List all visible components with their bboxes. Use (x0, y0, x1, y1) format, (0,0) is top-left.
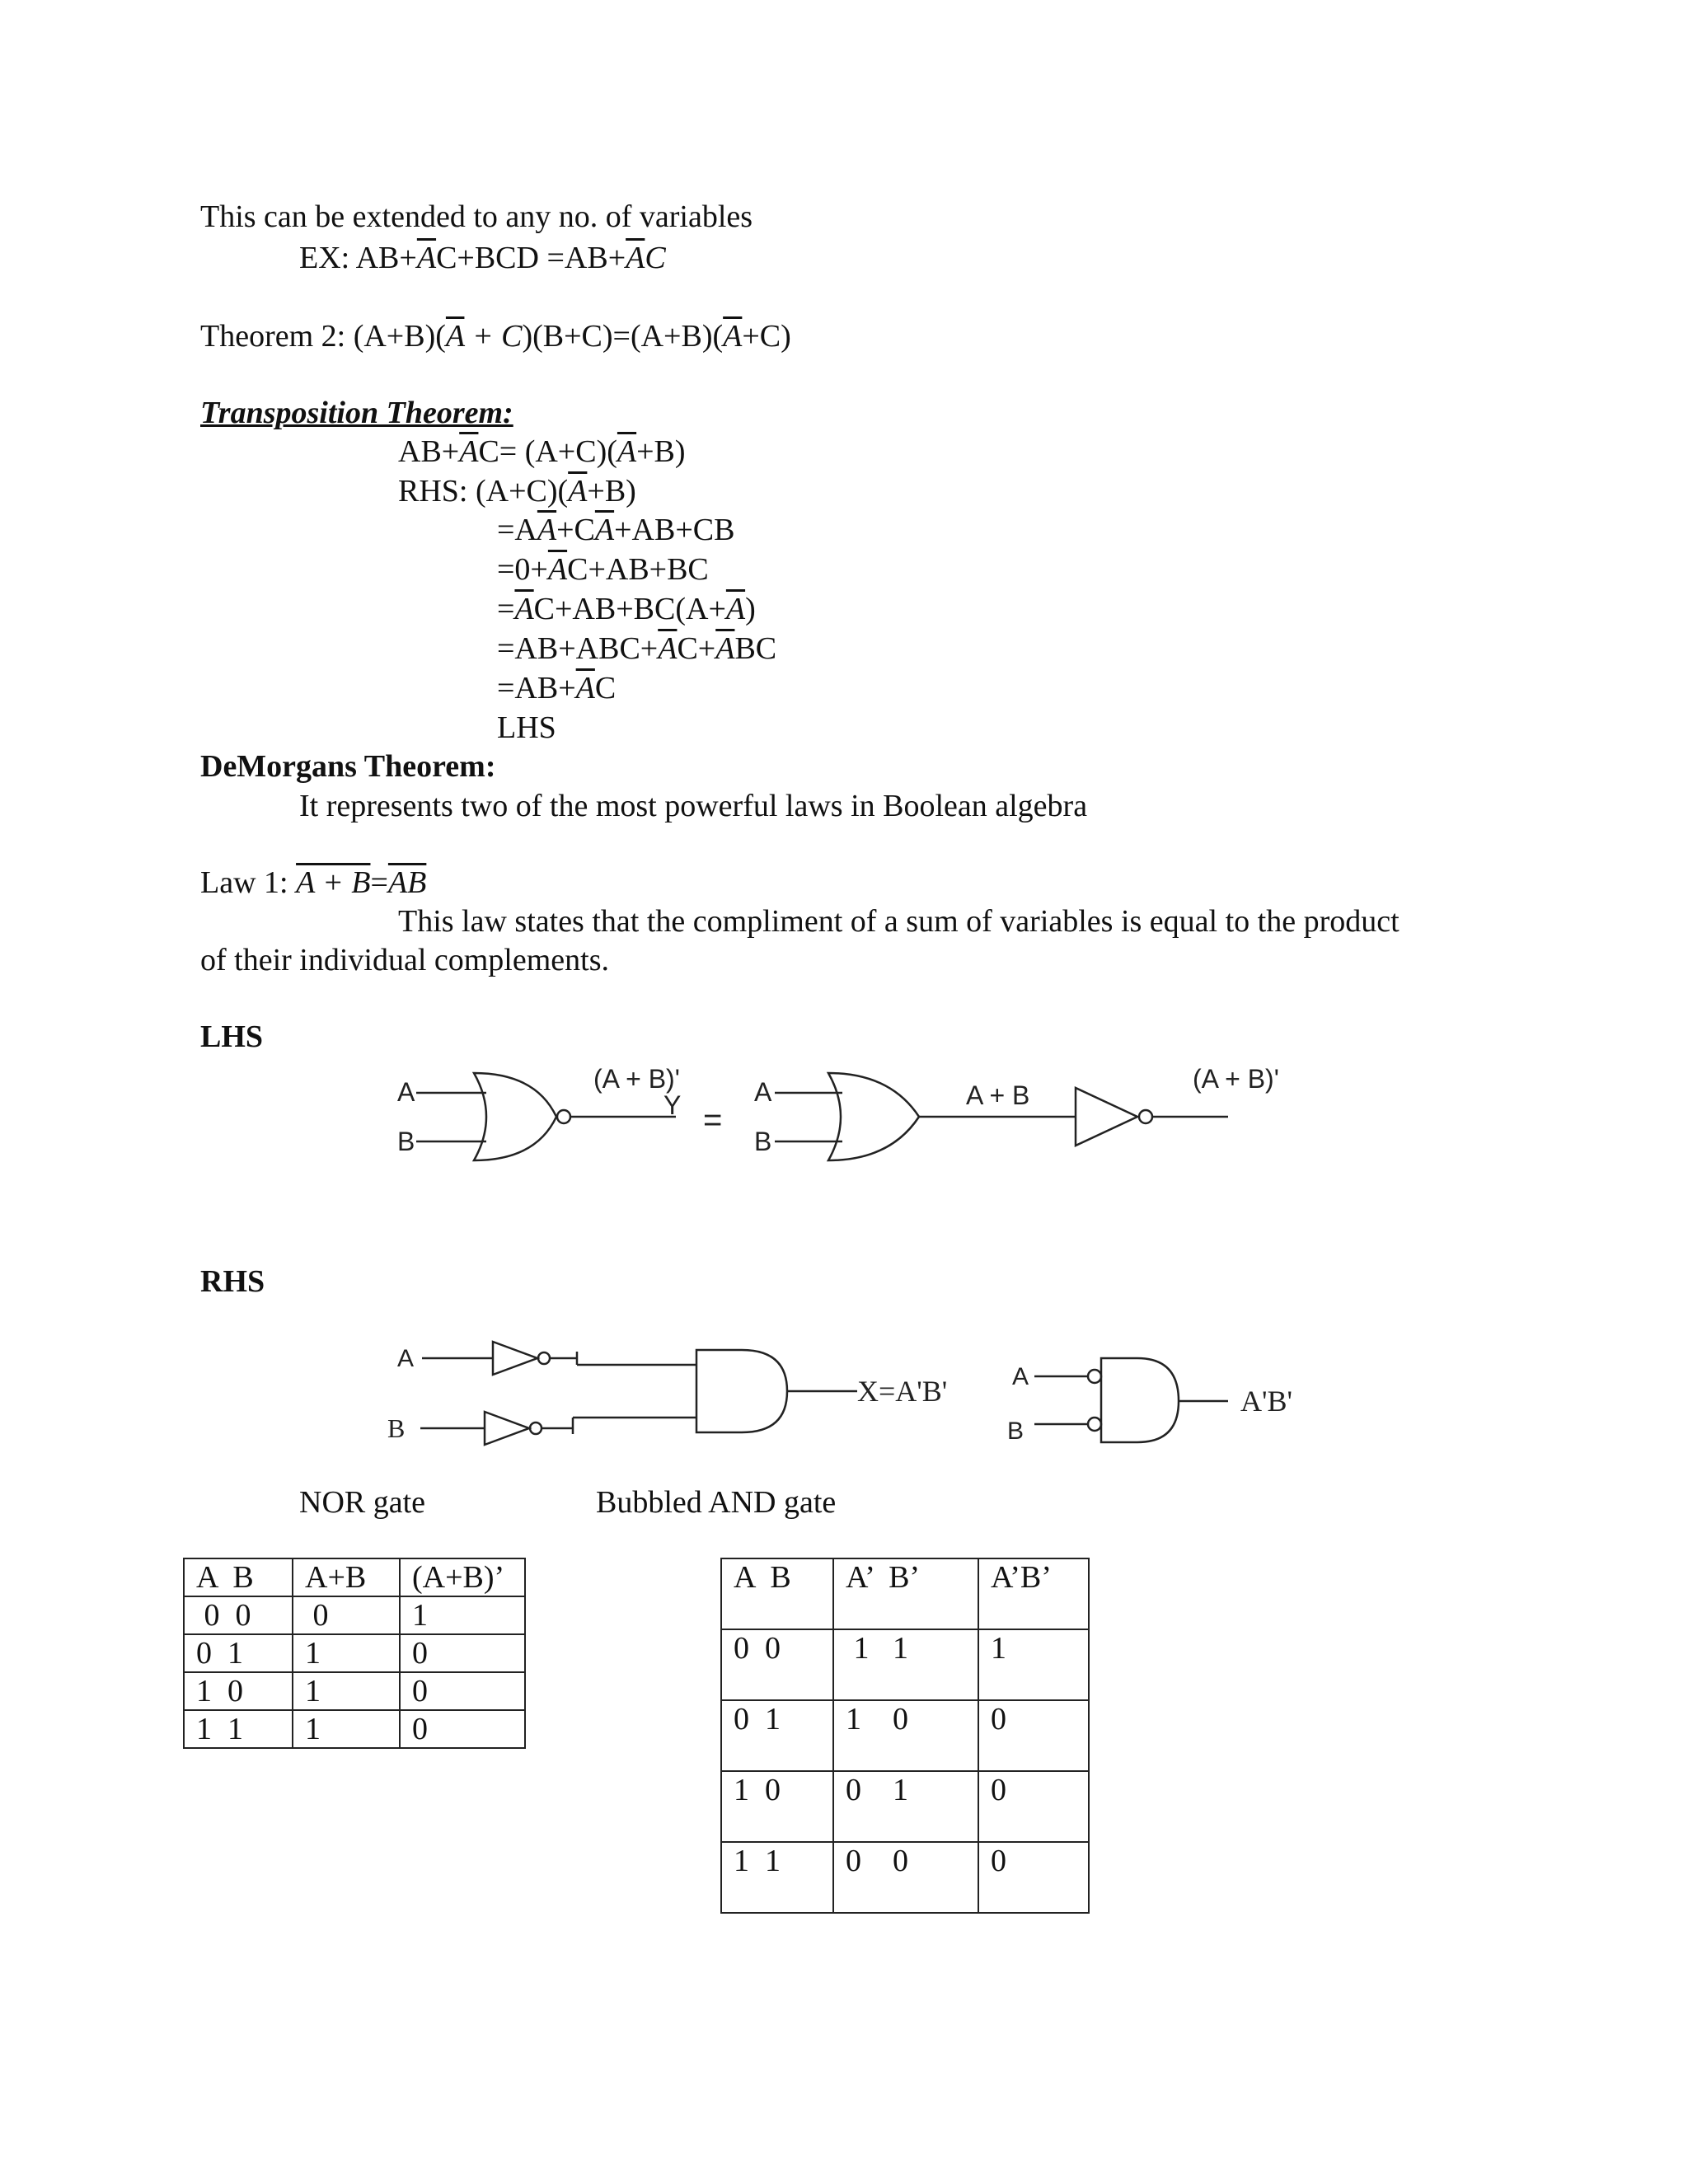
not-gate-b (485, 1412, 529, 1445)
table-cell: 1 1 (833, 1629, 978, 1700)
rhs-input-b: B (387, 1413, 406, 1443)
bubbled-and-truth-table (720, 1558, 1090, 1914)
table-cell: 1 0 (184, 1672, 293, 1710)
nor-bubble (557, 1110, 570, 1123)
table-cell: 0 (293, 1596, 400, 1634)
nor-y-label: Y (663, 1090, 682, 1120)
or-gate (828, 1073, 919, 1160)
table-cell: 1 (293, 1634, 400, 1672)
law-1-desc-1: This law states that the compliment of a sum of variables is equal to the product (398, 904, 1400, 939)
equals-sign: = (703, 1102, 723, 1138)
table-cell: 0 (400, 1634, 525, 1672)
table-header-cell: A B (184, 1558, 293, 1596)
demorgan-heading: DeMorgans Theorem: (200, 749, 496, 784)
transposition-step: $AB+\overline{A}C= (A+C)(\overline{A}+B)$ (398, 434, 686, 469)
law-1-desc-2: of their individual complements. (200, 943, 610, 977)
table-cell: 0 (978, 1700, 1089, 1771)
table-cell: 0 (400, 1710, 525, 1748)
table-row (721, 1842, 1089, 1913)
nor-truth-table (183, 1558, 526, 1749)
lhs-label: LHS (200, 1019, 264, 1054)
demorgan-description: It represents two of the most powerful laws in Boolean algebra (299, 789, 1088, 823)
final-output-label: (A + B)' (1193, 1064, 1279, 1094)
and-gate (696, 1350, 787, 1432)
transposition-step: LHS (497, 710, 556, 745)
table-header-cell: A’ B’ (833, 1558, 978, 1629)
transposition-step: RHS: $(A+C)(\overline{A}+B)$ (398, 474, 636, 509)
table-row (184, 1710, 525, 1748)
table-header-row (721, 1558, 1089, 1629)
law-1: Law 1: $A + B=\overline{AB}$ (200, 865, 427, 900)
table-cell: 1 0 (721, 1771, 833, 1842)
bubbled-output-label: A'B' (1240, 1385, 1292, 1418)
table-cell: 1 (293, 1710, 400, 1748)
table-row (721, 1629, 1089, 1700)
bubble-a (1088, 1370, 1101, 1383)
table-header-cell: (A+B)’ (400, 1558, 525, 1596)
table-row (721, 1700, 1089, 1771)
or-input-a: A (754, 1077, 772, 1107)
table-header-cell: A’B’ (978, 1558, 1089, 1629)
caption-nor-gate: NOR gate (299, 1485, 426, 1520)
lhs-gate-diagram (0, 1055, 1688, 1179)
transposition-step: $=AB+\overline{A}C$ (497, 671, 617, 705)
caption-bubbled-and-gate: Bubbled AND gate (596, 1485, 837, 1520)
table-cell: 1 (293, 1672, 400, 1710)
and-output-label: X=A'B' (857, 1375, 948, 1408)
not-gate (1076, 1088, 1137, 1146)
table-cell: 0 0 (721, 1629, 833, 1700)
transposition-step: $=AB+ABC+\overline{A}C+\overline{A}BC$ (497, 631, 777, 666)
table-header-cell: A B (721, 1558, 833, 1629)
table-header-cell: A+B (293, 1558, 400, 1596)
nor-gate (474, 1073, 556, 1160)
table-row (184, 1634, 525, 1672)
table-cell: 1 1 (721, 1842, 833, 1913)
table-cell: 0 1 (721, 1700, 833, 1771)
nor-input-b: B (397, 1127, 415, 1156)
table-cell: 0 (978, 1842, 1089, 1913)
table-cell: 1 1 (184, 1710, 293, 1748)
table-cell: 0 0 (184, 1596, 293, 1634)
transposition-heading: Transposition Theorem: (200, 396, 513, 430)
not-gate-a (493, 1342, 537, 1375)
bubbled-and-gate (1101, 1358, 1179, 1442)
transposition-step: $=A\overline{A}+C\overline{A}+AB+CB$ (497, 513, 735, 547)
table-cell: 0 0 (833, 1842, 978, 1913)
transposition-step: $=\overline{A}C+AB+BC(A+\overline{A})$ (497, 592, 756, 626)
or-input-b: B (754, 1127, 772, 1156)
rhs-gate-diagram (0, 1319, 1688, 1451)
table-row (721, 1771, 1089, 1842)
rhs-label: RHS (200, 1264, 265, 1299)
transposition-step: $=0+\overline{A}C+AB+BC$ (497, 552, 709, 587)
not-bubble (1139, 1110, 1152, 1123)
table-cell: 0 (400, 1672, 525, 1710)
nor-input-a: A (397, 1077, 415, 1107)
bubble-b (1088, 1418, 1101, 1431)
intro-example: EX: $AB+\overline{A}C+BCD =AB+\overline{A}C$ (299, 241, 666, 275)
table-row (184, 1672, 525, 1710)
theorem-2: Theorem 2: $(A+B)(\overline{A} + C)(B+C)=(A+B)(\overline{A}+C)$ (200, 319, 791, 354)
table-cell: 0 (978, 1771, 1089, 1842)
table-cell: 1 (978, 1629, 1089, 1700)
rhs-input-a: A (397, 1345, 415, 1372)
table-cell: 0 1 (833, 1771, 978, 1842)
table-cell: 0 1 (184, 1634, 293, 1672)
table-cell: 1 0 (833, 1700, 978, 1771)
bubbled-input-a: A (1012, 1363, 1029, 1390)
table-cell: 1 (400, 1596, 525, 1634)
or-output-label: A + B (966, 1080, 1030, 1110)
bubbled-input-b: B (1007, 1418, 1025, 1445)
intro-line: This can be extended to any no. of variables (200, 199, 753, 234)
nor-output-label: (A + B)' (593, 1064, 680, 1094)
table-row (184, 1596, 525, 1634)
table-header-row (184, 1558, 525, 1596)
